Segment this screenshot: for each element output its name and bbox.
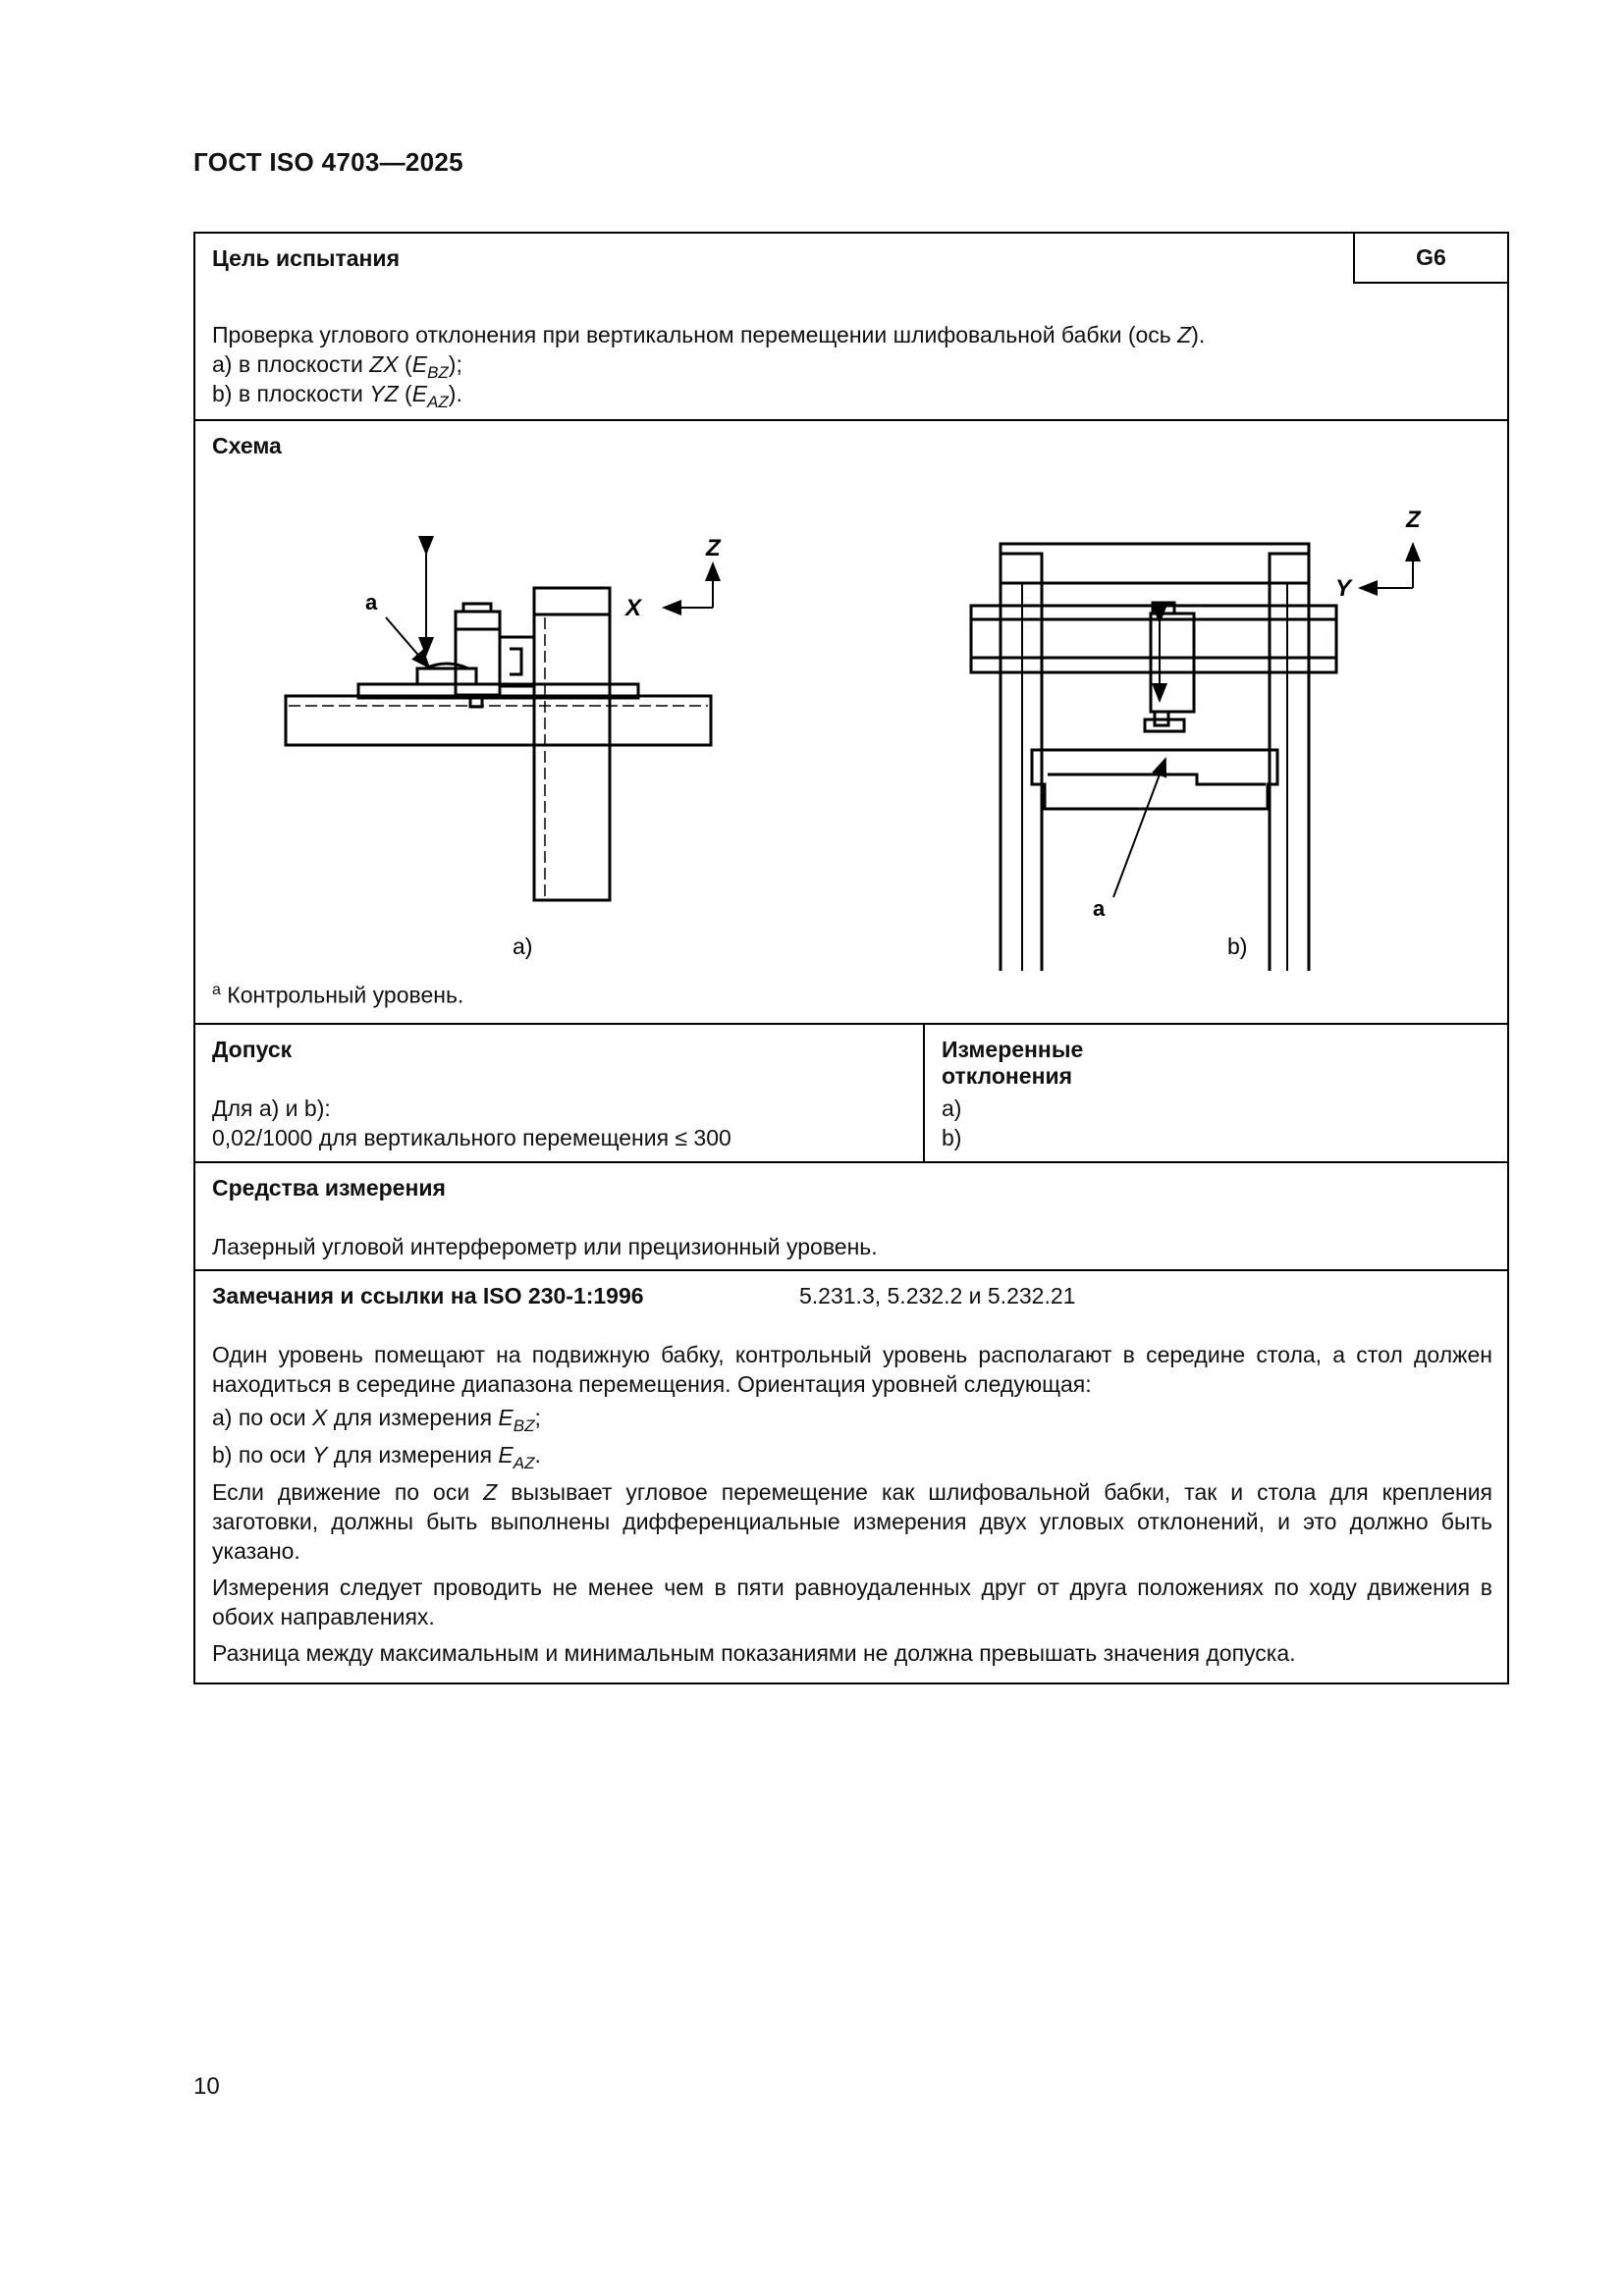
remarks-item-a: a) по оси X для измерения $E_{BZ}$;	[212, 1405, 541, 1435]
remarks-label: Замечания и ссылки на ISO 230-1:1996	[212, 1283, 644, 1308]
machine-base	[286, 696, 711, 745]
purpose-line-3: b) в плоскости YZ $(E_{AZ})$.	[212, 381, 462, 411]
scheme-figure-a	[195, 421, 785, 971]
axis-y-label-b: Y	[1335, 575, 1352, 602]
measured-text	[942, 1094, 961, 1152]
caption-fig-b: b)	[1227, 934, 1248, 959]
scheme-label: Схема	[212, 433, 282, 458]
instruments-section	[195, 1163, 1507, 1271]
remarks-refs: 5.231.3, 5.232.2 и 5.232.21	[799, 1283, 1076, 1308]
scheme-section	[195, 421, 1507, 1025]
measured-column	[923, 1025, 1084, 1161]
page-number: 10	[193, 2073, 220, 2100]
work-table	[1032, 750, 1277, 809]
measured-a: a)	[942, 1095, 962, 1121]
caption-fig-a: a)	[513, 934, 533, 959]
remarks-item-b: b) по оси Y для измерения $E_{AZ}$.	[212, 1442, 541, 1472]
grinding-head	[1151, 614, 1194, 712]
tolerance-line-1: Для a) и b):	[212, 1095, 331, 1121]
callout-a-fig-a: a	[365, 590, 378, 614]
purpose-text	[212, 320, 1206, 411]
top-beam	[1001, 544, 1309, 583]
test-code: G6	[1353, 234, 1507, 284]
footnote-text: Контрольный уровень.	[227, 982, 464, 1008]
remarks-paragraph-4: Разница между максимальным и минимальным показаниями не должна превышать значения допуска.	[212, 1640, 1296, 1666]
purpose-line-2: a) в плоскости ZX $(E_{BZ})$;	[212, 351, 462, 382]
instruments-label: Средства измерения	[212, 1175, 446, 1201]
tolerance-label: Допуск	[212, 1037, 293, 1062]
measured-label: Измеренные отклонения	[942, 1037, 1084, 1089]
remarks-paragraph-1: Один уровень помещают на подвижную бабку, контрольный уровень располагают в середине стола, а стол должен находиться в середине диапазона перемещения. Ориентация уровней следующая:	[212, 1342, 1492, 1397]
purpose-section	[195, 234, 1507, 421]
axis-z-label-b: Z	[1406, 507, 1421, 533]
scheme-figure-b	[775, 421, 1462, 971]
footnote-mark: a	[212, 982, 221, 998]
purpose-line-1: Проверка углового отклонения при вертикальном перемещении шлифовальной бабки (ось Z).	[212, 322, 1206, 347]
tolerance-section	[195, 1025, 1507, 1163]
test-table	[193, 232, 1509, 1684]
tolerance-text	[212, 1094, 731, 1152]
remarks-paragraph-2: Если движение по оси Z вызывает угловое перемещение как шлифовальной бабки, так и стола для крепления заготовки, должны быть выполнены дифференциальные измерения двух угловых отклонений, и это должно быть указано.	[212, 1479, 1492, 1564]
cross-rail	[971, 606, 1336, 672]
reference-level	[417, 668, 476, 684]
grinding-head-slide	[500, 637, 534, 686]
callout-a-fig-b: a	[1093, 896, 1106, 921]
tolerance-line-2: 0,02/1000 для вертикального перемещения ≤ 300	[212, 1125, 731, 1150]
axis-z-label-a: Z	[706, 535, 721, 561]
remarks-paragraph-3: Измерения следует проводить не менее чем в пяти равноудаленных друг от друга положениях по ходу движения в обоих направлениях.	[212, 1575, 1492, 1629]
scheme-footnote	[212, 976, 463, 1010]
measured-b: b)	[942, 1125, 962, 1150]
axis-x-label-a: X	[625, 595, 642, 621]
right-column	[1270, 554, 1309, 971]
document-header: ГОСТ ISO 4703—2025	[193, 147, 463, 177]
purpose-label: Цель испытания	[212, 245, 400, 271]
remarks-section	[195, 1271, 1507, 1682]
instruments-text: Лазерный угловой интерферометр или прецизионный уровень.	[212, 1234, 878, 1259]
